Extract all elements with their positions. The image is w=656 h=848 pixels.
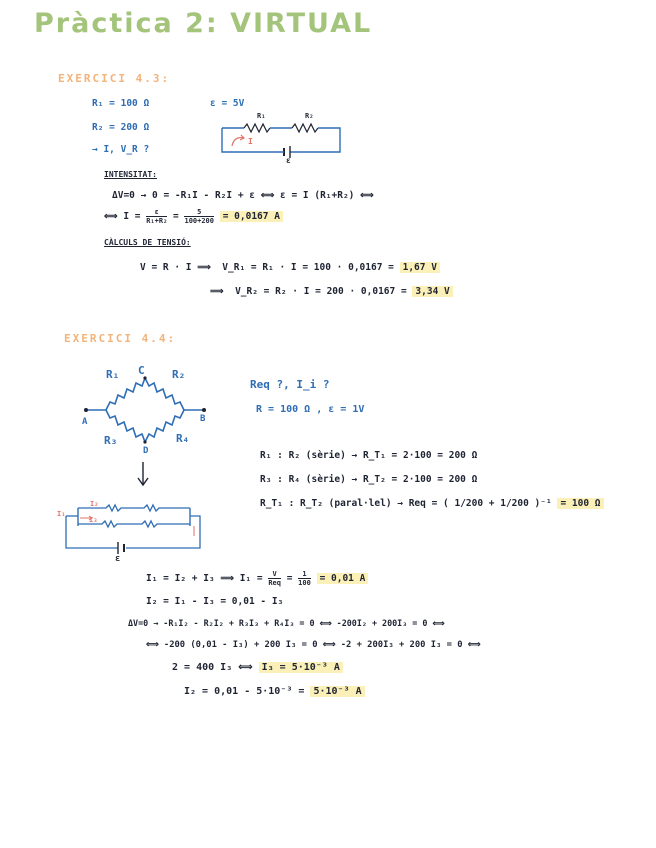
- bridge-label-r4: R₄: [176, 432, 190, 445]
- circuit-label-current: I: [248, 137, 253, 146]
- kvl-bridge-line: ΔV=0 → -R₁I₂ - R₂I₂ + R₃I₃ + R₄I₃ = 0 ⟺ -200I₂ + 200I₃ = 0 ⟺: [128, 618, 445, 628]
- given-r1: R₁ = 100 Ω: [92, 98, 150, 109]
- given-r2: R₂ = 200 Ω: [92, 122, 150, 133]
- bridge-label-r1: R₁: [106, 368, 120, 381]
- question-req-ii: Req ?, I_i ?: [250, 378, 330, 391]
- circuit-label-r1: R₁: [257, 112, 266, 120]
- parallel-step: R_T₁ : R_T₂ (paral·lel) → Req = ( 1/200 + 1/200 )⁻¹ = 100 Ω: [260, 498, 604, 509]
- series-circuit-diagram: [222, 116, 347, 162]
- current-i3-line: 2 = 400 I₃ ⟺ I₃ = 5·10⁻³ A: [172, 662, 343, 673]
- kvl-equation: ΔV=0 → 0 = -R₁I - R₂I + ε ⟺ ε = I (R₁+R₂) ⟺: [112, 190, 374, 201]
- parallel-label-i1: I₁: [57, 510, 66, 518]
- current-i1-line: I₁ = I₂ + I₃ ⟹ I₁ = $\frac{V}{\text{Req}}$ = $\frac{1}{100}$ = 0,01 A: [146, 570, 368, 587]
- section-intensitat: INTENSITAT:: [104, 170, 157, 179]
- bridge-label-r3: R₃: [104, 434, 118, 447]
- voltage-r1-line: V = R · I ⟹ V_R₁ = R₁ · I = 100 · 0,0167 = 1,67 V: [140, 262, 440, 273]
- section-calculs-tensio: CÀLCULS DE TENSIÓ:: [104, 238, 191, 247]
- exercise-4-3-heading: EXERCICI 4.3:: [58, 72, 171, 85]
- series-step-2: R₃ : R₄ (sèrie) → R_T₂ = 2·100 = 200 Ω: [260, 474, 478, 485]
- series-step-1: R₁ : R₂ (sèrie) → R_T₁ = 2·100 = 200 Ω: [260, 450, 478, 461]
- bridge-circuit-diagram: [84, 370, 208, 456]
- arrow-down-icon: [136, 462, 150, 488]
- parallel-label-i2: I₂: [90, 500, 99, 508]
- given-emf: ε = 5V: [210, 98, 245, 109]
- current-equation: ⟺ I = $\frac{\varepsilon}{\text{R₁+R₂}}$ = $\frac{5}{100+200}$ = 0,0167 A: [104, 208, 283, 225]
- question-i-vr: → I, V_R ?: [92, 144, 150, 155]
- page-title: Pràctica 2: VIRTUAL: [34, 8, 373, 39]
- parallel-label-emf: ε: [115, 554, 121, 564]
- bridge-label-a: A: [82, 417, 88, 427]
- given-r-emf: R = 100 Ω , ε = 1V: [256, 404, 365, 415]
- circuit-label-emf: ε: [286, 156, 291, 165]
- circuit-label-r2: R₂: [305, 112, 314, 120]
- bridge-label-d: D: [143, 446, 149, 456]
- voltage-r2-line: ⟹ V_R₂ = R₂ · I = 200 · 0,0167 = 3,34 V: [210, 286, 453, 297]
- bridge-label-c: C: [138, 364, 145, 377]
- current-i2-result-line: I₂ = 0,01 - 5·10⁻³ = 5·10⁻³ A: [184, 686, 365, 697]
- parallel-circuit-diagram: [62, 496, 202, 560]
- exercise-4-4-heading: EXERCICI 4.4:: [64, 332, 177, 345]
- current-i2-line: I₂ = I₁ - I₃ = 0,01 - I₃: [146, 596, 284, 607]
- bridge-label-r2: R₂: [172, 368, 186, 381]
- bridge-label-b: B: [200, 414, 206, 424]
- substitution-line: ⟺ -200 (0,01 - I₃) + 200 I₃ = 0 ⟺ -2 + 200I₃ + 200 I₃ = 0 ⟺: [146, 640, 481, 650]
- parallel-label-i3: I₃: [89, 516, 98, 524]
